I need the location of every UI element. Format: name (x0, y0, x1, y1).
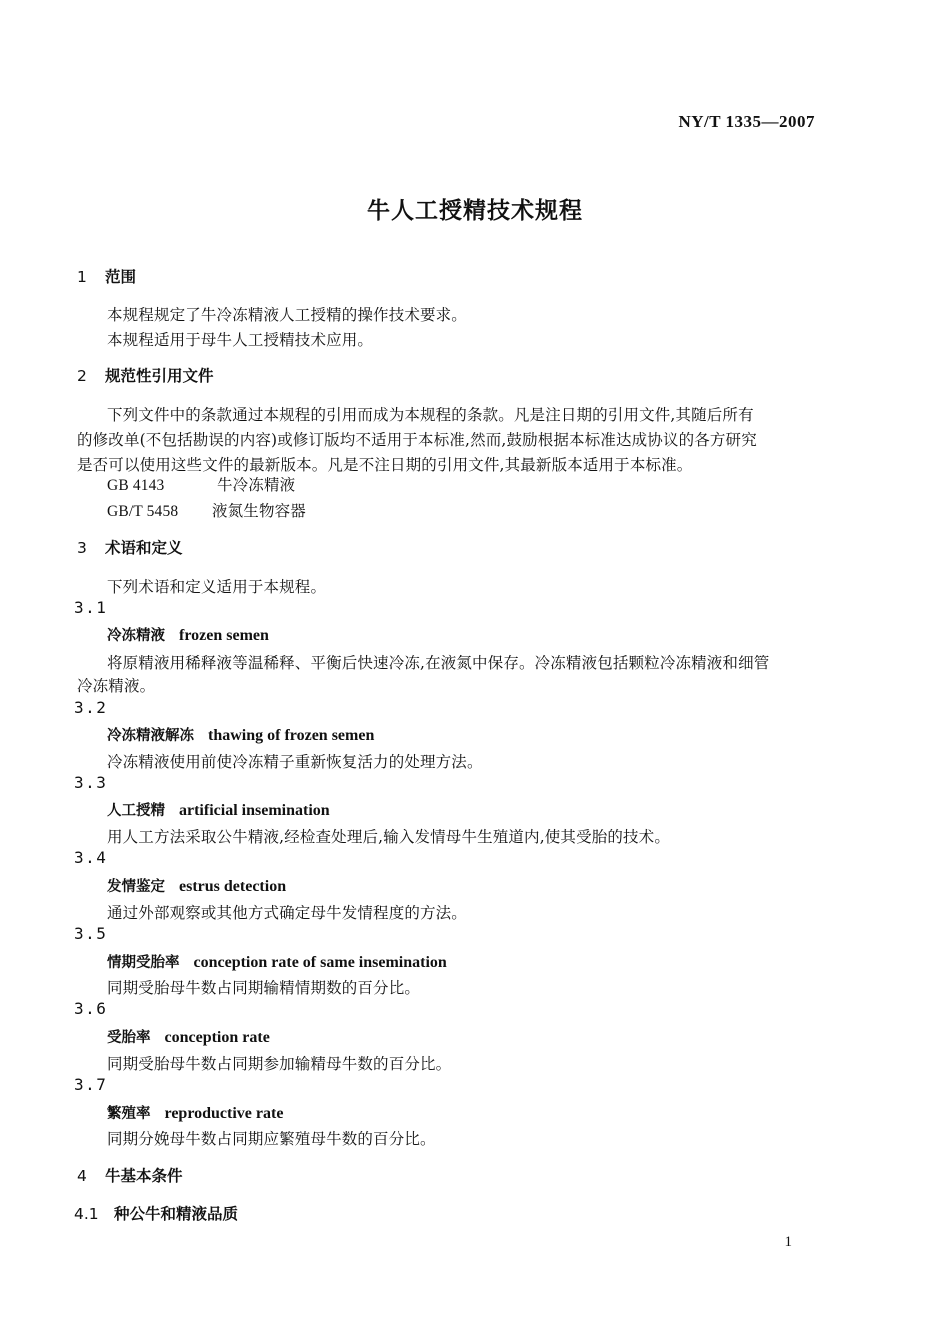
term-number: 3.7 (74, 1075, 108, 1094)
term-definition: 用人工方法采取公牛精液,经检查处理后,输入发情母牛生殖道内,使其受胎的技术。 (107, 828, 670, 846)
section-2-heading: 2 规范性引用文件 (77, 367, 214, 385)
term-number: 3.6 (74, 999, 108, 1018)
term-number: 3.2 (74, 698, 108, 717)
page-number: 1 (784, 1234, 792, 1250)
term-heading: 冷冻精液 frozen semen (107, 627, 269, 644)
term-heading: 情期受胎率 conception rate of same insemination (107, 954, 447, 971)
section-4-1-heading: 4.1 种公牛和精液品质 (74, 1205, 239, 1223)
reference-gb-4143: GB 4143 牛冷冻精液 (107, 476, 296, 494)
term-definition: 同期受胎母牛数占同期参加输精母牛数的百分比。 (107, 1055, 452, 1073)
reference-gb-t-5458: GB/T 5458 液氮生物容器 (107, 502, 306, 520)
section-1-heading: 1 范围 (77, 268, 137, 286)
section-2-line-1: 下列文件中的条款通过本规程的引用而成为本规程的条款。凡是注日期的引用文件,其随后所有 (107, 406, 754, 424)
term-definition: 冷冻精液使用前使冷冻精子重新恢复活力的处理方法。 (107, 753, 483, 771)
section-1-para-2: 本规程适用于母牛人工授精技术应用。 (107, 331, 374, 349)
term-heading: 繁殖率 reproductive rate (107, 1105, 284, 1122)
section-2-line-2: 的修改单(不包括勘误的内容)或修订版均不适用于本标准,然而,鼓励根据本标准达成协议的各方研究 (77, 431, 757, 449)
term-heading: 人工授精 artificial insemination (107, 802, 330, 819)
term-number: 3.5 (74, 924, 108, 943)
term-heading: 冷冻精液解冻 thawing of frozen semen (107, 727, 375, 744)
section-3-intro: 下列术语和定义适用于本规程。 (107, 578, 327, 596)
page-title: 牛人工授精技术规程 (367, 198, 583, 224)
term-number: 3.3 (74, 773, 108, 792)
term-definition: 通过外部观察或其他方式确定母牛发情程度的方法。 (107, 904, 467, 922)
term-number: 3.4 (74, 848, 108, 867)
section-3-heading: 3 术语和定义 (77, 539, 183, 557)
term-number: 3.1 (74, 598, 108, 617)
term-heading: 受胎率 conception rate (107, 1029, 270, 1046)
term-heading: 发情鉴定 estrus detection (107, 878, 287, 895)
term-definition: 将原精液用稀释液等温稀释、平衡后快速冷冻,在液氮中保存。冷冻精液包括颗粒冷冻精液和细管 (107, 654, 770, 672)
section-4-heading: 4 牛基本条件 (77, 1167, 183, 1185)
term-definition: 同期受胎母牛数占同期输精情期数的百分比。 (107, 979, 421, 997)
standard-number: NY/T 1335—2007 (678, 112, 815, 131)
section-1-para-1: 本规程规定了牛冷冻精液人工授精的操作技术要求。 (107, 306, 467, 324)
term-definition: 同期分娩母牛数占同期应繁殖母牛数的百分比。 (107, 1130, 436, 1148)
section-2-line-3: 是否可以使用这些文件的最新版本。凡是不注日期的引用文件,其最新版本适用于本标准。 (77, 456, 693, 474)
term-definition-cont: 冷冻精液。 (77, 677, 156, 695)
